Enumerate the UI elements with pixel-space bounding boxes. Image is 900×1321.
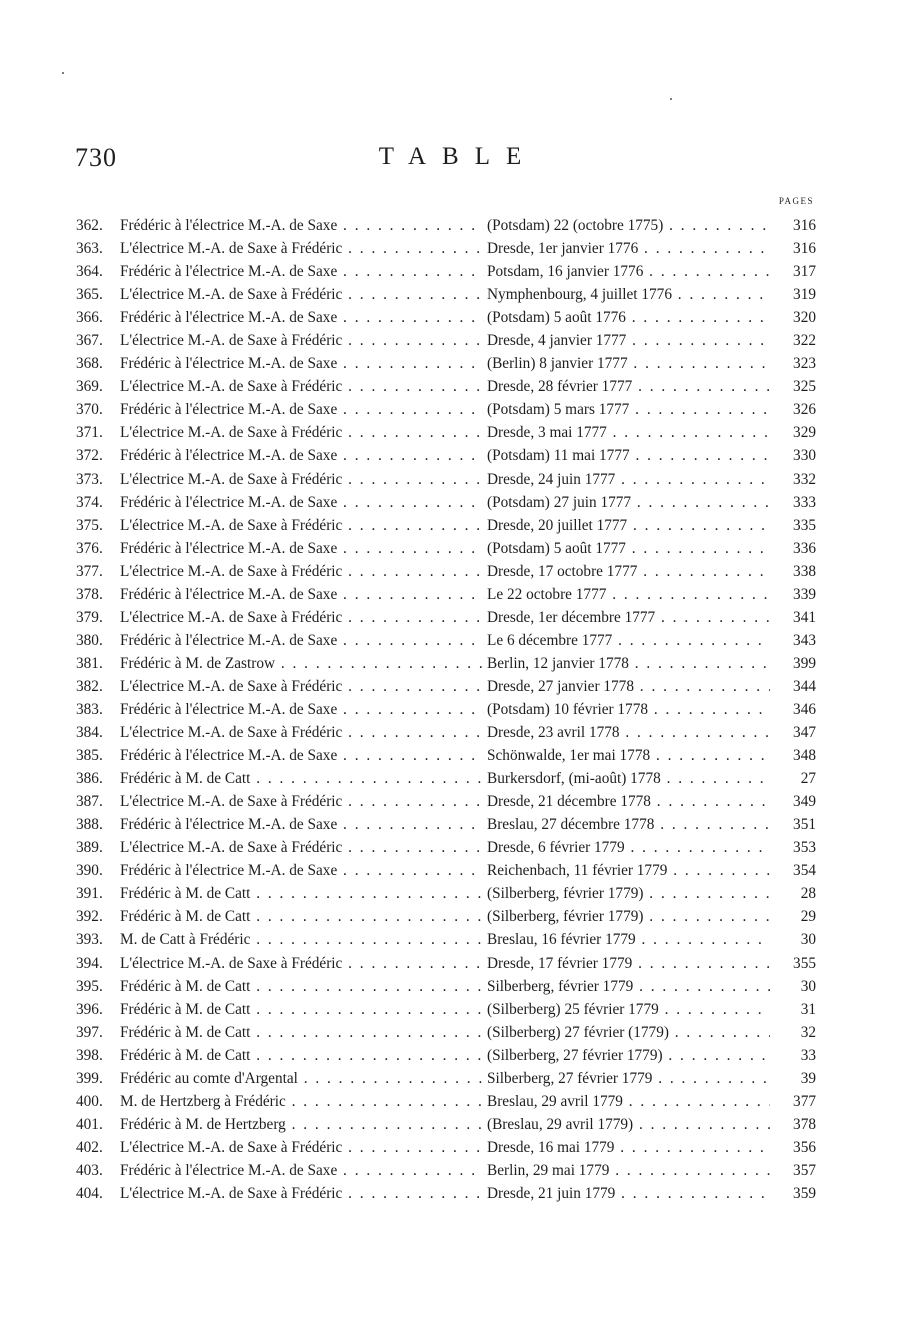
entry-page: 354 bbox=[770, 859, 816, 882]
entry-title: L'électrice M.-A. de Saxe à Frédéric . . . bbox=[120, 375, 524, 398]
entry-page: 319 bbox=[770, 283, 816, 306]
entry-number: 384. bbox=[76, 724, 103, 742]
entry-title: Frédéric à l'électrice M.-A. de Saxe . . . bbox=[120, 859, 524, 882]
entry-date: Le 22 octobre 1777 . . . bbox=[484, 583, 777, 606]
entry-title: Frédéric à M. de Catt . . . bbox=[120, 1044, 524, 1067]
entry-date: Reichenbach, 11 février 1779 . . . bbox=[484, 859, 777, 882]
entry-number: 404. bbox=[76, 1184, 103, 1202]
entry-title: Frédéric à l'électrice M.-A. de Saxe . . . bbox=[120, 352, 524, 375]
entry-title: M. de Hertzberg à Frédéric . . . bbox=[120, 1090, 524, 1113]
entry-number: 369. bbox=[76, 378, 103, 396]
entry-page: 320 bbox=[770, 306, 816, 329]
table-row bbox=[76, 214, 816, 237]
entry-number: 373. bbox=[76, 470, 103, 488]
entry-title: Frédéric à M. de Catt . . . bbox=[120, 975, 524, 998]
entry-number: 394. bbox=[76, 954, 103, 972]
entry-page: 326 bbox=[770, 398, 816, 421]
entry-number: 392. bbox=[76, 908, 103, 926]
entry-title: Frédéric à l'électrice M.-A. de Saxe . . . bbox=[120, 214, 524, 237]
table-row bbox=[76, 352, 816, 375]
entry-page: 349 bbox=[770, 790, 816, 813]
entry-date: (Potsdam) 5 août 1777 . . . bbox=[484, 537, 777, 560]
page-title: TABLE bbox=[378, 143, 538, 170]
entry-date: Dresde, 1er janvier 1776 . . . bbox=[484, 237, 777, 260]
entry-number: 391. bbox=[76, 885, 103, 903]
entry-title: L'électrice M.-A. de Saxe à Frédéric . . . bbox=[120, 283, 524, 306]
entry-number: 365. bbox=[76, 286, 103, 304]
table-row bbox=[76, 905, 816, 928]
entry-date: (Silberberg, février 1779) . . . bbox=[484, 905, 777, 928]
entry-page: 348 bbox=[770, 744, 816, 767]
entry-page: 344 bbox=[770, 675, 816, 698]
entry-number: 386. bbox=[76, 770, 103, 788]
entry-number: 397. bbox=[76, 1023, 103, 1041]
entry-page: 316 bbox=[770, 237, 816, 260]
entry-title: Frédéric à M. de Catt . . . bbox=[120, 767, 524, 790]
entry-date: Dresde, 28 février 1777 . . . bbox=[484, 375, 777, 398]
entry-date: Dresde, 21 décembre 1778 . . . bbox=[484, 790, 777, 813]
entry-title: Frédéric à l'électrice M.-A. de Saxe . . . bbox=[120, 260, 524, 283]
entry-date: (Potsdam) 27 juin 1777 . . . bbox=[484, 491, 777, 514]
table-row bbox=[76, 1021, 816, 1044]
entry-page: 336 bbox=[770, 537, 816, 560]
entry-page: 333 bbox=[770, 491, 816, 514]
table-row bbox=[76, 675, 816, 698]
entry-number: 393. bbox=[76, 931, 103, 949]
entry-date: Silberberg, 27 février 1779 . . . bbox=[484, 1067, 777, 1090]
entry-title: Frédéric au comte d'Argental . . . bbox=[120, 1067, 524, 1090]
entry-date: (Silberberg, 27 février 1779) . . . bbox=[484, 1044, 777, 1067]
entry-title: Frédéric à l'électrice M.-A. de Saxe . . . bbox=[120, 583, 524, 606]
entry-date: Dresde, 3 mai 1777 . . . bbox=[484, 421, 777, 444]
table-row bbox=[76, 237, 816, 260]
entry-page: 346 bbox=[770, 698, 816, 721]
entry-date: (Berlin) 8 janvier 1777 . . . bbox=[484, 352, 777, 375]
entry-number: 401. bbox=[76, 1115, 103, 1133]
entry-date: Dresde, 16 mai 1779 . . . bbox=[484, 1136, 777, 1159]
entry-page: 32 bbox=[770, 1021, 816, 1044]
entry-page: 322 bbox=[770, 329, 816, 352]
table-row bbox=[76, 560, 816, 583]
table-row bbox=[76, 1159, 816, 1182]
entry-title: Frédéric à M. de Catt . . . bbox=[120, 1021, 524, 1044]
table-row bbox=[76, 514, 816, 537]
entry-page: 28 bbox=[770, 882, 816, 905]
entry-date: Breslau, 27 décembre 1778 . . . bbox=[484, 813, 777, 836]
entry-page: 30 bbox=[770, 928, 816, 951]
entry-page: 351 bbox=[770, 813, 816, 836]
entry-number: 399. bbox=[76, 1069, 103, 1087]
entry-title: L'électrice M.-A. de Saxe à Frédéric . . . bbox=[120, 468, 524, 491]
entry-number: 376. bbox=[76, 539, 103, 557]
entry-page: 330 bbox=[770, 444, 816, 467]
table-row bbox=[76, 744, 816, 767]
entry-number: 402. bbox=[76, 1138, 103, 1156]
table-row bbox=[76, 583, 816, 606]
table-row bbox=[76, 882, 816, 905]
page-number: 730 bbox=[75, 143, 117, 172]
entry-title: L'électrice M.-A. de Saxe à Frédéric . . . bbox=[120, 329, 524, 352]
paper-speck bbox=[670, 98, 672, 100]
table-row bbox=[76, 306, 816, 329]
entry-title: L'électrice M.-A. de Saxe à Frédéric . . . bbox=[120, 606, 524, 629]
entry-page: 356 bbox=[770, 1136, 816, 1159]
entry-number: 400. bbox=[76, 1092, 103, 1110]
table-row bbox=[76, 606, 816, 629]
entry-number: 368. bbox=[76, 355, 103, 373]
entry-title: L'électrice M.-A. de Saxe à Frédéric . . . bbox=[120, 421, 524, 444]
entry-date: Dresde, 23 avril 1778 . . . bbox=[484, 721, 777, 744]
entry-title: Frédéric à M. de Catt . . . bbox=[120, 905, 524, 928]
entry-number: 375. bbox=[76, 516, 103, 534]
entry-page: 338 bbox=[770, 560, 816, 583]
table-row bbox=[76, 767, 816, 790]
table-row bbox=[76, 698, 816, 721]
entry-number: 382. bbox=[76, 677, 103, 695]
entry-number: 370. bbox=[76, 401, 103, 419]
entry-page: 323 bbox=[770, 352, 816, 375]
table-row bbox=[76, 952, 816, 975]
entry-number: 380. bbox=[76, 631, 103, 649]
entry-page: 335 bbox=[770, 514, 816, 537]
table-row bbox=[76, 444, 816, 467]
entry-date: Burkersdorf, (mi-août) 1778 . . . bbox=[484, 767, 777, 790]
entry-date: Dresde, 17 octobre 1777 . . . bbox=[484, 560, 777, 583]
entry-title: Frédéric à l'électrice M.-A. de Saxe . . . bbox=[120, 813, 524, 836]
entry-title: M. de Catt à Frédéric . . . bbox=[120, 928, 524, 951]
entry-page: 317 bbox=[770, 260, 816, 283]
entry-page: 329 bbox=[770, 421, 816, 444]
entry-number: 364. bbox=[76, 263, 103, 281]
table-row bbox=[76, 1044, 816, 1067]
entry-title: Frédéric à l'électrice M.-A. de Saxe . . . bbox=[120, 1159, 524, 1182]
entry-date: Le 6 décembre 1777 . . . bbox=[484, 629, 777, 652]
entry-number: 403. bbox=[76, 1161, 103, 1179]
entry-title: Frédéric à M. de Catt . . . bbox=[120, 882, 524, 905]
entry-number: 387. bbox=[76, 793, 103, 811]
entry-date: Dresde, 4 janvier 1777 . . . bbox=[484, 329, 777, 352]
table-row bbox=[76, 283, 816, 306]
table-row bbox=[76, 468, 816, 491]
entry-title: L'électrice M.-A. de Saxe à Frédéric . . . bbox=[120, 675, 524, 698]
entry-number: 379. bbox=[76, 608, 103, 626]
entry-title: Frédéric à l'électrice M.-A. de Saxe . . . bbox=[120, 398, 524, 421]
entry-page: 377 bbox=[770, 1090, 816, 1113]
entry-date: Breslau, 29 avril 1779 . . . bbox=[484, 1090, 777, 1113]
paper-speck bbox=[62, 72, 64, 74]
entry-title: Frédéric à l'électrice M.-A. de Saxe . . . bbox=[120, 744, 524, 767]
entry-number: 366. bbox=[76, 309, 103, 327]
entry-page: 33 bbox=[770, 1044, 816, 1067]
entry-number: 389. bbox=[76, 839, 103, 857]
entry-title: L'électrice M.-A. de Saxe à Frédéric . . . bbox=[120, 560, 524, 583]
table-row bbox=[76, 928, 816, 951]
table-row bbox=[76, 1090, 816, 1113]
entry-page: 353 bbox=[770, 836, 816, 859]
entry-title: L'électrice M.-A. de Saxe à Frédéric . . . bbox=[120, 721, 524, 744]
entry-number: 398. bbox=[76, 1046, 103, 1064]
entry-number: 363. bbox=[76, 240, 103, 258]
entry-page: 343 bbox=[770, 629, 816, 652]
entry-date: Nymphenbourg, 4 juillet 1776 . . . bbox=[484, 283, 777, 306]
table-row bbox=[76, 260, 816, 283]
entry-title: L'électrice M.-A. de Saxe à Frédéric . . . bbox=[120, 790, 524, 813]
entry-page: 27 bbox=[770, 767, 816, 790]
entry-page: 359 bbox=[770, 1182, 816, 1205]
entry-page: 341 bbox=[770, 606, 816, 629]
entry-page: 332 bbox=[770, 468, 816, 491]
entry-page: 347 bbox=[770, 721, 816, 744]
entry-title: Frédéric à l'électrice M.-A. de Saxe . . . bbox=[120, 491, 524, 514]
table-row bbox=[76, 859, 816, 882]
entry-date: Dresde, 24 juin 1777 . . . bbox=[484, 468, 777, 491]
entry-date: Berlin, 29 mai 1779 . . . bbox=[484, 1159, 777, 1182]
entry-number: 383. bbox=[76, 700, 103, 718]
entry-page: 30 bbox=[770, 975, 816, 998]
entry-title: L'électrice M.-A. de Saxe à Frédéric . . . bbox=[120, 836, 524, 859]
table-row bbox=[76, 790, 816, 813]
entry-page: 339 bbox=[770, 583, 816, 606]
entry-date: Silberberg, février 1779 . . . bbox=[484, 975, 777, 998]
entry-title: Frédéric à l'électrice M.-A. de Saxe . . . bbox=[120, 629, 524, 652]
entry-number: 374. bbox=[76, 493, 103, 511]
entry-date: Breslau, 16 février 1779 . . . bbox=[484, 928, 777, 951]
entry-page: 316 bbox=[770, 214, 816, 237]
entry-date: (Potsdam) 11 mai 1777 . . . bbox=[484, 444, 777, 467]
entry-date: Dresde, 21 juin 1779 . . . bbox=[484, 1182, 777, 1205]
entry-title: Frédéric à l'électrice M.-A. de Saxe . . . bbox=[120, 306, 524, 329]
entry-date: (Silberberg) 27 février (1779) . . . bbox=[484, 1021, 777, 1044]
entry-date: (Potsdam) 10 février 1778 . . . bbox=[484, 698, 777, 721]
entry-number: 362. bbox=[76, 217, 103, 234]
entry-date: Potsdam, 16 janvier 1776 . . . bbox=[484, 260, 777, 283]
entry-number: 377. bbox=[76, 562, 103, 580]
table-row bbox=[76, 975, 816, 998]
entry-date: Schönwalde, 1er mai 1778 . . . bbox=[484, 744, 777, 767]
table-row bbox=[76, 652, 816, 675]
entry-number: 378. bbox=[76, 585, 103, 603]
table-row bbox=[76, 813, 816, 836]
table-of-contents bbox=[76, 214, 816, 1205]
entry-title: Frédéric à M. de Zastrow . . . bbox=[120, 652, 524, 675]
entry-page: 357 bbox=[770, 1159, 816, 1182]
table-row bbox=[76, 421, 816, 444]
entry-title: L'électrice M.-A. de Saxe à Frédéric . . . bbox=[120, 1136, 524, 1159]
table-row bbox=[76, 329, 816, 352]
entry-date: Dresde, 27 janvier 1778 . . . bbox=[484, 675, 777, 698]
entry-date: Dresde, 20 juillet 1777 . . . bbox=[484, 514, 777, 537]
entry-title: L'électrice M.-A. de Saxe à Frédéric . . . bbox=[120, 1182, 524, 1205]
table-row bbox=[76, 398, 816, 421]
entry-date: (Silberberg) 25 février 1779 . . . bbox=[484, 998, 777, 1021]
table-row bbox=[76, 998, 816, 1021]
entry-page: 399 bbox=[770, 652, 816, 675]
table-row bbox=[76, 1182, 816, 1205]
entry-number: 396. bbox=[76, 1000, 103, 1018]
entry-title: Frédéric à l'électrice M.-A. de Saxe . . . bbox=[120, 698, 524, 721]
table-row bbox=[76, 537, 816, 560]
entry-page: 31 bbox=[770, 998, 816, 1021]
entry-date: (Potsdam) 5 août 1776 . . . bbox=[484, 306, 777, 329]
entry-number: 385. bbox=[76, 747, 103, 765]
entry-number: 388. bbox=[76, 816, 103, 834]
table-row bbox=[76, 629, 816, 652]
entry-date: (Silberberg, février 1779) . . . bbox=[484, 882, 777, 905]
entry-page: 355 bbox=[770, 952, 816, 975]
entry-page: 378 bbox=[770, 1113, 816, 1136]
entry-number: 390. bbox=[76, 862, 103, 880]
entry-number: 371. bbox=[76, 424, 103, 442]
entry-title: Frédéric à M. de Catt . . . bbox=[120, 998, 524, 1021]
entry-title: L'électrice M.-A. de Saxe à Frédéric . . . bbox=[120, 952, 524, 975]
entry-date: Dresde, 6 février 1779 . . . bbox=[484, 836, 777, 859]
table-row bbox=[76, 836, 816, 859]
entry-title: L'électrice M.-A. de Saxe à Frédéric . . . bbox=[120, 514, 524, 537]
entry-date: (Breslau, 29 avril 1779) . . . bbox=[484, 1113, 777, 1136]
entry-page: 39 bbox=[770, 1067, 816, 1090]
entry-title: L'électrice M.-A. de Saxe à Frédéric . . . bbox=[120, 237, 524, 260]
entry-title: Frédéric à l'électrice M.-A. de Saxe . . . bbox=[120, 537, 524, 560]
table-row bbox=[76, 1136, 816, 1159]
entry-number: 381. bbox=[76, 654, 103, 672]
entry-page: 29 bbox=[770, 905, 816, 928]
entry-date: (Potsdam) 5 mars 1777 . . . bbox=[484, 398, 777, 421]
table-row bbox=[76, 491, 816, 514]
entry-date: (Potsdam) 22 (octobre 1775) . . . bbox=[484, 214, 777, 237]
table-row bbox=[76, 375, 816, 398]
table-row bbox=[76, 1067, 816, 1090]
entry-page: 325 bbox=[770, 375, 816, 398]
entry-date: Berlin, 12 janvier 1778 . . . bbox=[484, 652, 777, 675]
table-row bbox=[76, 721, 816, 744]
entry-date: Dresde, 17 février 1779 . . . bbox=[484, 952, 777, 975]
table-row bbox=[76, 1113, 816, 1136]
entry-number: 367. bbox=[76, 332, 103, 350]
entry-title: Frédéric à l'électrice M.-A. de Saxe . . . bbox=[120, 444, 524, 467]
entry-date: Dresde, 1er décembre 1777 . . . bbox=[484, 606, 777, 629]
entry-number: 372. bbox=[76, 447, 103, 465]
pages-column-label: PAGES bbox=[778, 196, 814, 206]
entry-title: Frédéric à M. de Hertzberg . . . bbox=[120, 1113, 524, 1136]
entry-number: 395. bbox=[76, 977, 103, 995]
